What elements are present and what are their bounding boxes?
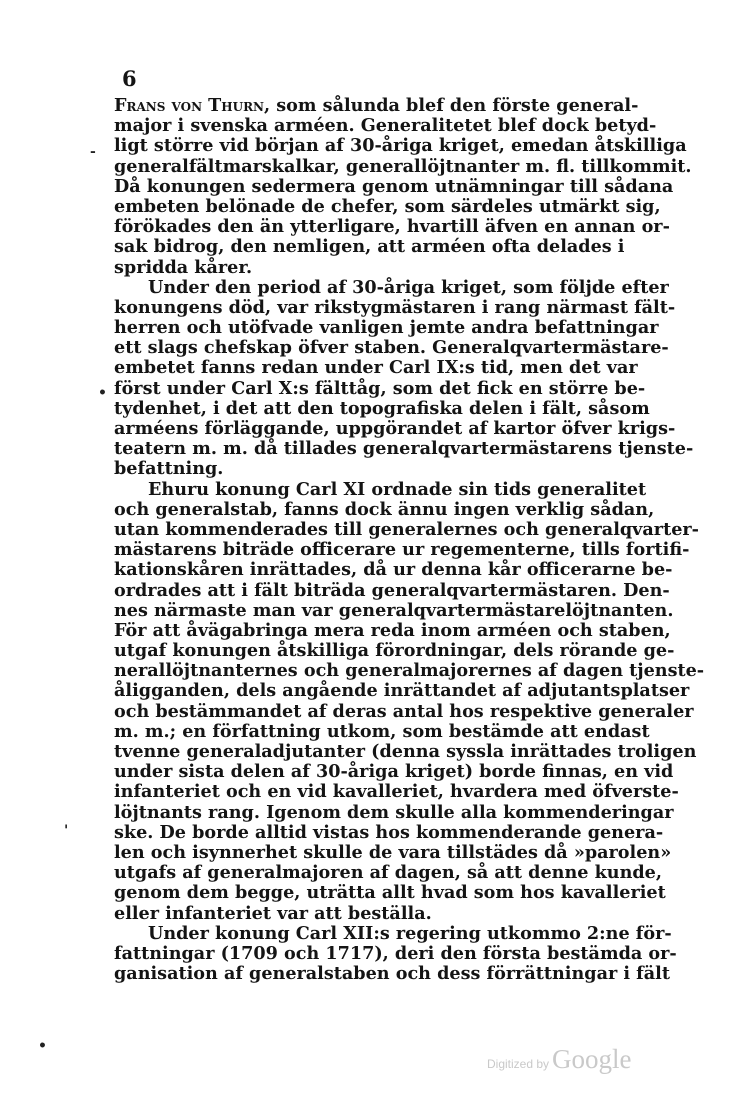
author-name: Frans von Thurn: [114, 95, 265, 116]
text-line: Under konung Carl XII:s regering utkommo 2:ne för-: [148, 922, 672, 944]
text-line: Frans von Thurn, som sålunda blef den förste general-: [114, 95, 639, 116]
text-line: eller infanteriet var att beställa.: [114, 902, 432, 924]
text-line: ligt större vid början af 30-åriga kriget, emedan åtskilliga: [114, 135, 687, 157]
text-line: utgafs af generalmajoren af dagen, så att denne kunde,: [114, 862, 662, 884]
text-line: teatern m. m. då tillades generalqvartermästarens tjenste-: [114, 438, 694, 460]
text-line: För att åvägabringa mera reda inom arméen och staben,: [114, 619, 671, 641]
text-line: förökades den än ytterligare, hvartill äfven en annan or-: [114, 216, 670, 238]
text-line: major i svenska arméen. Generalitetet blef dock betyd-: [114, 115, 657, 137]
text-line: nerallöjtnanternes och generalmajorernes af dagen tjenste-: [114, 660, 705, 682]
text-line: len och isynnerhet skulle de vara tillstädes då »parolen»: [114, 841, 672, 863]
watermark-prefix: Digitized by: [487, 1057, 550, 1071]
text-line: åligganden, dels angående inrättandet af adjutantsplatser: [114, 680, 690, 702]
text-line: ordrades att i fält biträda generalqvartermästaren. Den-: [114, 579, 670, 601]
text-line: infanteriet och en vid kavalleriet, hvardera med öfverste-: [114, 781, 679, 803]
text-line: generalfältmarskalkar, generallöjtnanter m. fl. tillkommit.: [114, 155, 692, 177]
text-line: Under den period af 30-åriga kriget, som följde efter: [148, 276, 669, 298]
text-line: genom dem begge, uträtta allt hvad som hos kavalleriet: [114, 882, 666, 904]
text-line: herren och utöfvade vanligen jemte andra befattningar: [114, 317, 659, 339]
text-line: arméens förläggande, uppgörandet af kartor öfver krigs-: [114, 418, 676, 439]
text-line: kationskåren inrättades, då ur denna kår officerarne be-: [114, 559, 673, 581]
text-line: under sista delen af 30-åriga kriget) borde finnas, en vid: [114, 761, 674, 783]
body-text: [114, 95, 705, 985]
text-line: ganisation af generalstaben och dess förrättningar i fält: [114, 963, 670, 985]
text-line: sak bidrog, den nemligen, att arméen ofta delades i: [114, 236, 625, 258]
text-line: mästarens biträde officerare ur regementerne, tills fortifi-: [114, 539, 690, 561]
text-line: ett slags chefskap öfver staben. Generalqvartermästare-: [114, 337, 669, 359]
text-line: m. m.; en författning utkom, som bestämde att endast: [114, 720, 650, 742]
text-line: spridda kårer.: [114, 256, 253, 278]
text-line: embetet fanns redan under Carl IX:s tid, men det var: [114, 357, 638, 379]
margin-mark: •: [98, 385, 107, 401]
text-line: ske. De borde alltid vistas hos kommenderande genera-: [114, 821, 664, 843]
text-line: utan kommenderades till generalernes och generalqvarter-: [114, 518, 699, 540]
text-line: befattning.: [114, 458, 224, 480]
text-line: först under Carl X:s fälttåg, som det fick en större be-: [114, 377, 646, 399]
text-line: tvenne generaladjutanter (denna syssla inrättades troligen: [114, 741, 697, 762]
text-line: nes närmaste man var generalqvartermästarelöjtnanten.: [114, 599, 674, 621]
text-line: löjtnants rang. Igenom dem skulle alla kommenderingar: [114, 801, 674, 823]
text-line: och generalstab, fanns dock ännu ingen verklig sådan,: [114, 498, 655, 520]
google-logo: Google: [552, 1044, 632, 1074]
page-number: 6: [122, 66, 137, 91]
margin-mark: ': [64, 823, 69, 839]
text-line: konungens död, var rikstygmästaren i rang närmast fält-: [114, 296, 676, 318]
text-line: och bestämmandet af deras antal hos respektive generaler: [114, 700, 694, 722]
text-line: Ehuru konung Carl XI ordnade sin tids generalitet: [148, 478, 647, 500]
margin-mark: -: [90, 144, 96, 160]
text-line: utgaf konungen åtskilliga förordningar, dels rörande ge-: [114, 640, 675, 662]
text-line: tydenhet, i det att den topografiska delen i fält, såsom: [114, 397, 650, 419]
digitized-by-watermark: [487, 1044, 632, 1075]
text-line: fattningar (1709 och 1717), deri den första bestämda or-: [114, 942, 677, 964]
text-line: Då konungen sedermera genom utnämningar till sådana: [114, 175, 674, 197]
text-line: embeten belönade de chefer, som särdeles utmärkt sig,: [114, 195, 661, 217]
margin-mark: •: [38, 1038, 47, 1054]
